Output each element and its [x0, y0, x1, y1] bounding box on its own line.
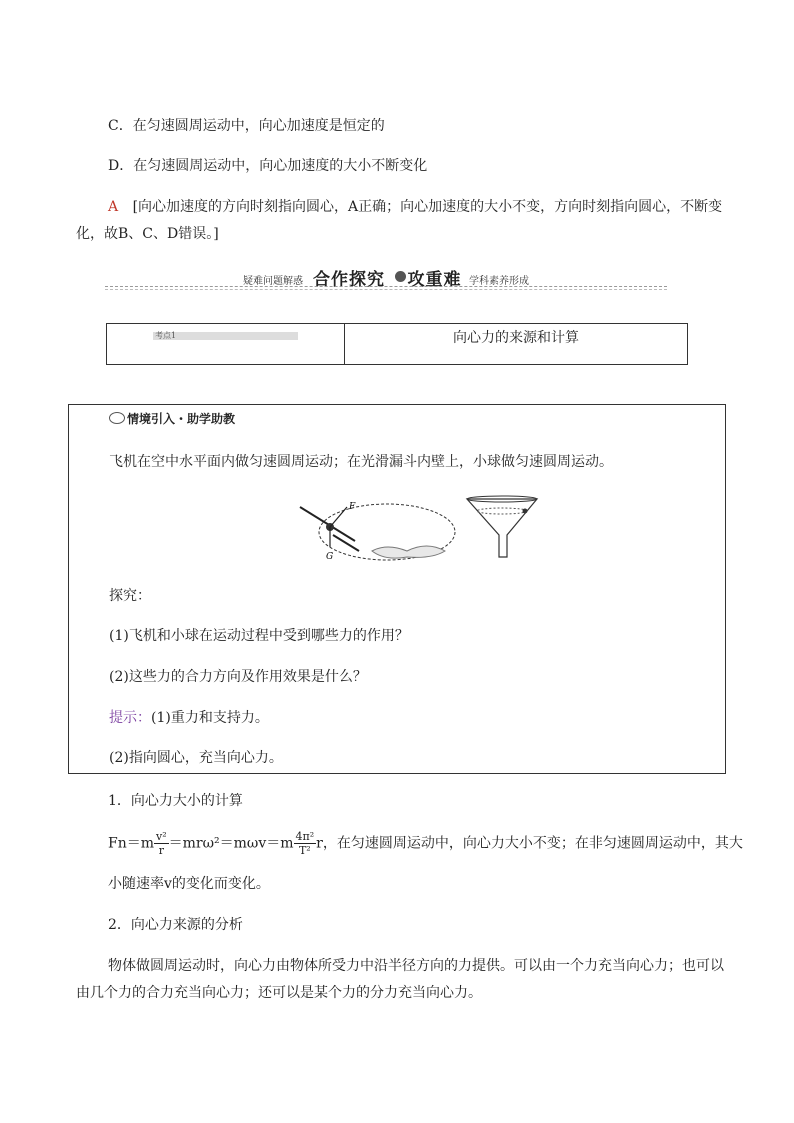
banner-left-text: 疑难问题解惑	[243, 276, 303, 287]
banner-right-text: 学科素养形成	[469, 276, 529, 287]
banner-center-text: 合作探究	[313, 270, 385, 290]
situation-intro: 飞机在空中水平面内做匀速圆周运动；在光滑漏斗内壁上，小球做匀速圆周运动。	[109, 454, 613, 470]
force-f-arrow	[330, 507, 347, 527]
question-2: (2)这些力的合力方向及作用效果是什么？	[109, 669, 367, 685]
situation-figure	[297, 495, 597, 567]
topic-table	[106, 323, 688, 365]
airplane-tail	[333, 535, 359, 551]
banner-center-text-2: 攻重难	[407, 270, 462, 290]
banner-underline-2	[105, 289, 667, 290]
section-banner	[105, 264, 667, 290]
answer-line-2: 化，故B、C、D错误。]	[76, 226, 219, 242]
force-f-label: F	[349, 502, 356, 512]
fraction-v2-r: $\frac{\text{v²}}{r}$	[156, 830, 167, 857]
force-g-label: G	[326, 552, 334, 562]
question-1: (1)飞机和小球在运动过程中受到哪些力的作用？	[109, 628, 409, 644]
hint-label: 提示：	[109, 710, 151, 726]
section-2-title: 2．向心力来源的分析	[108, 917, 243, 933]
banner-arrow-icon	[395, 271, 406, 282]
ball	[523, 509, 528, 514]
explore-label: 探究：	[109, 588, 151, 604]
formula-line: Fn＝m $\frac{\text{v²}}{r}$ ＝mrω²＝mωv＝m $\frac{\text{4π²}}{\text{T²}}$ r，在匀速圆周运动中，向心力大小不变；在非匀速圆周运动中，其大	[108, 830, 743, 857]
hint-1: 提示：(1)重力和支持力。	[109, 710, 269, 726]
section-2-line-1: 物体做圆周运动时，向心力由物体所受力中沿半径方向的力提供。可以由一个力充当向心力；也可以	[108, 958, 724, 974]
hint-2: (2)指向圆心，充当向心力。	[109, 750, 283, 766]
fraction-4pi2-t2: $\frac{\text{4π²}}{\text{T²}}$	[295, 830, 315, 857]
section-1-title: 1．向心力大小的计算	[108, 793, 243, 809]
situation-box	[68, 404, 726, 774]
option-c: C．在匀速圆周运动中，向心加速度是恒定的	[108, 118, 385, 134]
banner-underline	[105, 286, 667, 287]
answer-line-1	[108, 196, 722, 216]
option-d: D．在匀速圆周运动中，向心加速度的大小不断变化	[108, 158, 428, 174]
topic-tag: 考点1	[155, 331, 177, 340]
section-1-line-2: 小随速率v的变化而变化。	[108, 876, 270, 892]
cloud	[372, 546, 445, 558]
topic-title: 向心力的来源和计算	[453, 330, 579, 346]
ball-path	[477, 508, 527, 514]
topic-divider	[344, 324, 345, 364]
eye-icon	[109, 412, 125, 424]
section-2-line-2: 由几个力的合力充当向心力；还可以是某个力的分力充当向心力。	[76, 985, 482, 1001]
answer-explanation: [向心加速度的方向时刻指向圆心，A正确；向心加速度的大小不变，方向时刻指向圆心，不断变	[132, 199, 723, 215]
situation-header: 情境引入・助学助教	[109, 410, 235, 427]
answer-letter: A	[108, 199, 119, 215]
